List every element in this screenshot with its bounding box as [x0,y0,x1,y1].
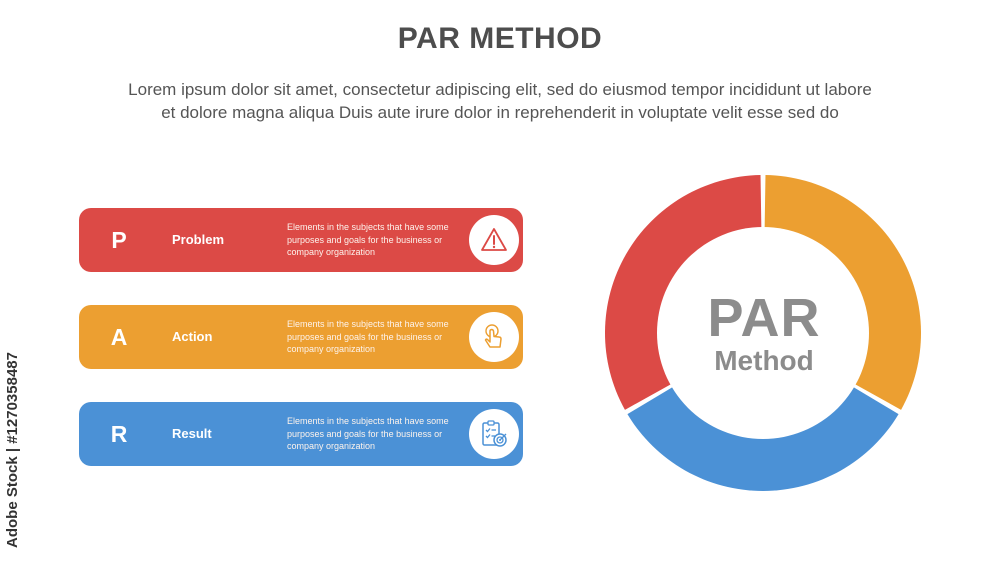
donut-center-big: PAR [707,288,821,348]
hand-tap-icon [479,322,509,352]
result-row [79,402,523,466]
problem-desc-line-1: Elements in the subjects that have some [287,222,449,232]
subtitle [30,78,970,124]
result-desc-line-2: purposes and goals for the business or [287,428,443,439]
checklist-target-icon [478,418,510,450]
result-desc-line-3: company organization [287,441,376,451]
problem-description [287,221,463,259]
stock-credit: Adobe Stock | #1270358487 [4,352,21,548]
problem-letter: P [111,227,127,253]
result-label: Result [172,426,212,441]
action-letter: A [110,324,128,350]
result-desc-line-1: Elements in the subjects that have some [287,416,449,426]
action-icon-circle [469,312,519,362]
donut-center-small: Method [714,345,814,376]
warning-triangle-icon [479,225,509,255]
action-desc-line-3: company organization [287,344,376,354]
action-label: Action [172,329,213,344]
problem-label: Problem [172,232,225,247]
action-desc-line-1: Elements in the subjects that have some [287,319,449,329]
subtitle-line-2: et dolore magna aliqua Duis aute irure dolor in reprehenderit in voluptate velit esse sed do [161,103,839,122]
result-icon-circle [469,409,519,459]
problem-desc-line-2: purposes and goals for the business or [287,234,443,245]
action-description [287,318,463,356]
action-row [79,305,523,369]
donut-center-label [664,290,864,376]
problem-desc-line-3: company organization [287,247,376,257]
problem-icon-circle [469,215,519,265]
problem-row [79,208,523,272]
result-description [287,415,463,453]
result-letter: R [110,421,128,447]
page-title: PAR METHOD [397,22,603,55]
subtitle-line-1: Lorem ipsum dolor sit amet, consectetur adipiscing elit, sed do eiusmod tempor incididunt ut labore [128,80,872,99]
action-desc-line-2: purposes and goals for the business or [287,331,443,342]
